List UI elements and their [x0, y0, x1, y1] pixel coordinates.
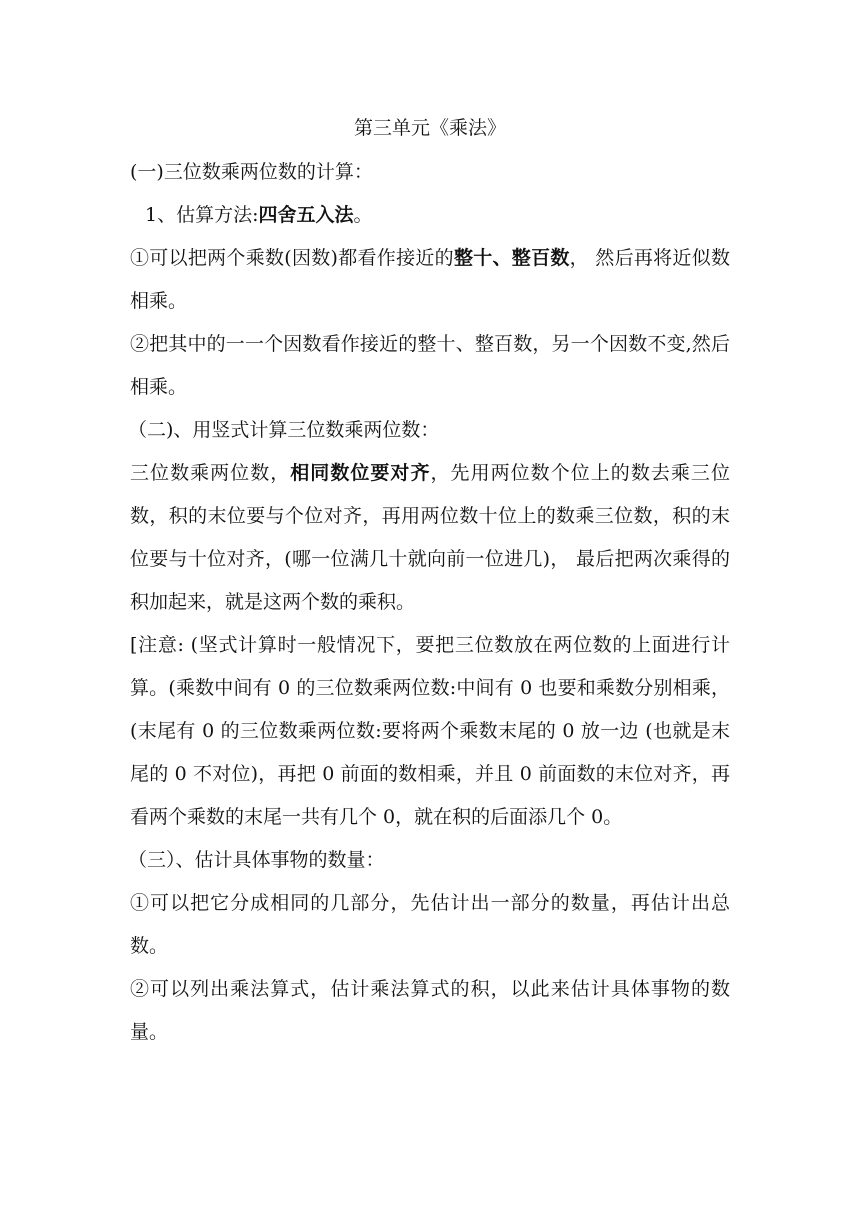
section1-heading: (一)三位数乘两位数的计算： — [130, 161, 373, 183]
point1-suffix: ， 然后再将近似数相乘。 — [130, 247, 730, 312]
section2-para-prefix: 三位数乘两位数， — [130, 462, 291, 484]
item1-bold-term: 四舍五入法 — [258, 204, 354, 226]
section1-item1 — [130, 194, 730, 237]
section1-point2: ②把其中的一一个因数看作接近的整十、整百数，另一个因数不变,然后相乘。 — [130, 333, 730, 398]
section3-point1: ①可以把它分成相同的几部分，先估计出一部分的数量，再估计出总数。 — [130, 892, 730, 957]
section2-paragraph — [130, 452, 730, 624]
section2-note: [注意: (坚式计算时一般情况下，要把三位数放在两位数的上面进行计算。(乘数中间有 0 的三位数乘两位数:中间有 0 也要和乘数分别相乘，(末尾有 0 的三位数乘两位数:要将两个乘数末尾的 0 放一边 (也就是末尾的 0 不对位)，再把 0 前面的数相乘，并且 0 前面数的末位对齐，再看两个乘数的末尾一共有几个 0，就在积的后面添几个 0。 — [130, 634, 730, 828]
section2-para-suffix: ，先用两位数个位上的数去乘三位数，积的末位要与个位对齐，再用两位数十位上的数乘三位数，积的末位要与十位对齐，(哪一位满几十就向前一位进几)， 最后把两次乘得的积加起来，就是这两个数的乘积。 — [130, 462, 730, 613]
item1-prefix: 1、估算方法: — [145, 204, 259, 226]
document-title: 第三单元《乘法》 — [353, 117, 506, 139]
section3-point2: ②可以列出乘法算式，估计乘法算式的积，以此来估计具体事物的数量。 — [130, 978, 730, 1043]
section1-point1 — [130, 237, 730, 323]
section2-heading: （二)、用竖式计算三位数乘两位数： — [128, 419, 440, 441]
section2-bold-term: 相同数位要对齐 — [290, 462, 431, 484]
point1-prefix: ①可以把两个乘数(因数)都看作接近的 — [130, 247, 454, 269]
item1-suffix: 。 — [353, 204, 373, 226]
point1-bold-term: 整十、整百数 — [453, 247, 570, 269]
document-page — [130, 108, 730, 1054]
section3-heading: （三）、估计具体事物的数量： — [128, 849, 385, 871]
